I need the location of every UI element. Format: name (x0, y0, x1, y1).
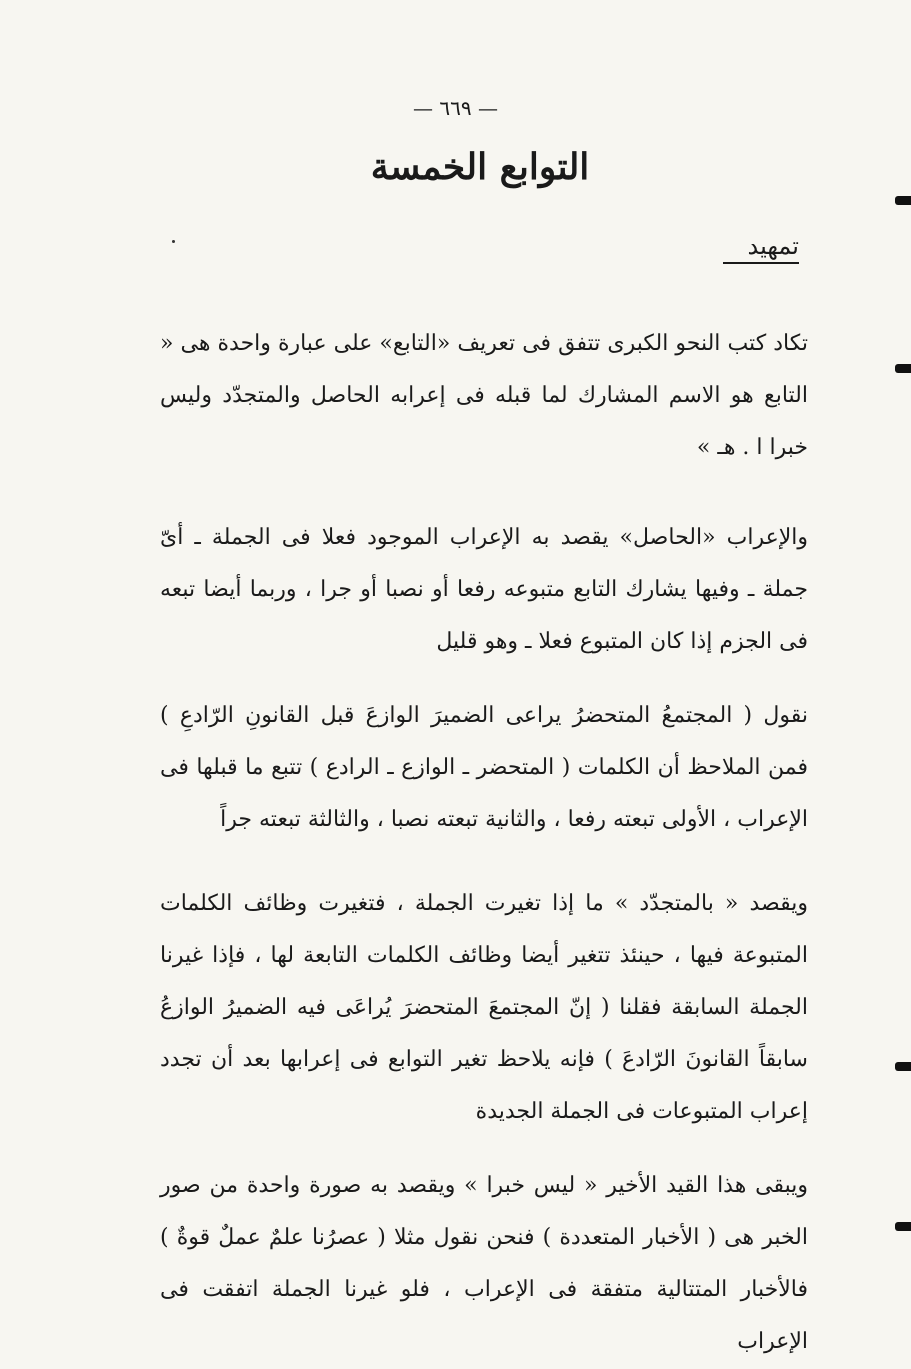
section-heading: تمهيد (723, 232, 799, 264)
paragraph-actual-inflection: والإعراب «الحاصل» يقصد به الإعراب الموجود فعلا فى الجملة ـ أىّ جملة ـ وفيها يشارك التابع متبوعه رفعا أو نصبا أو جرا ، وربما أيضا تبعه فى الجزم إذا كان المتبوع فعلا ـ وهو قليل (160, 525, 808, 654)
chapter-title: التوابع الخمسة (370, 146, 590, 188)
page-number: — ٦٦٩ — (413, 96, 498, 120)
ink-speck (172, 240, 175, 243)
paragraph-example: نقول ( المجتمعُ المتحضرُ يراعى الضميرَ الوازعَ قبل القانونِ الرّادعِ ) فمن الملاحظ أن الكلمات ( المتحضر ـ الوازع ـ الرادع ) تتبع ما قبلها فى الإعراب ، الأولى تبعته رفعا ، والثانية تبعته نصبا ، والثالثة تبعته جراً (160, 703, 808, 832)
margin-mark (895, 196, 911, 205)
paragraph-renewed-inflection: ويقصد « بالمتجدّد » ما إذا تغيرت الجملة ، فتغيرت وظائف الكلمات المتبوعة فيها ، حينئذ تتغير أيضا وظائف الكلمات التابعة لها ، فإذا غيرنا الجملة السابقة فقلنا ( إنّ المجتمعَ المتحضرَ يُراعَى فيه الضميرُ الوازعُ سابقاً القانونَ الرّادعَ ) فإنه يلاحظ تغير التوابع فى إعرابها بعد أن تجدد إعراب المتبوعات فى الجملة الجديدة (160, 891, 808, 1124)
margin-mark (895, 1222, 911, 1231)
paragraph-not-predicate: ويبقى هذا القيد الأخير « ليس خبرا » ويقصد به صورة واحدة من صور الخبر هى ( الأخبار المتعددة ) فنحن نقول مثلا ( عصرُنا علمٌ عملٌ قوةٌ ) فالأخبار المتتالية متفقة فى الإعراب ، فلو غيرنا الجملة اتفقت فى الإعراب (160, 1173, 808, 1354)
paragraph-definition: تكاد كتب النحو الكبرى تتفق فى تعريف «التابع» على عبارة واحدة هى « التابع هو الاسم المشارك لما قبله فى إعرابه الحاصل والمتجدّد وليس خبرا ا . هـ » (160, 331, 808, 460)
margin-mark (895, 1062, 911, 1071)
margin-mark (895, 364, 911, 373)
